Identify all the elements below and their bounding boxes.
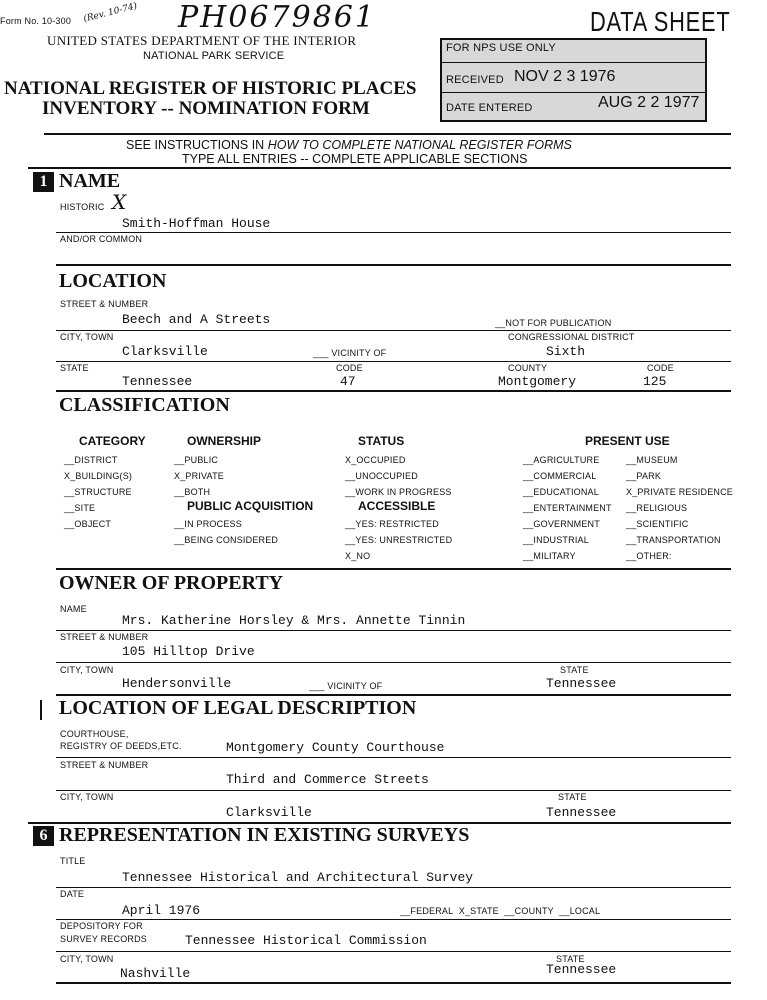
form-number: Form No. 10-300 (0, 16, 72, 26)
state-code-value: 47 (340, 374, 356, 389)
location-city-value: Clarksville (122, 344, 208, 359)
level-local[interactable]: __LOCAL (559, 906, 601, 916)
not-for-publication: __NOT FOR PUBLICATION (495, 318, 612, 328)
legal-state-label: STATE (558, 792, 587, 802)
survey-level-options (400, 906, 600, 916)
county-label: COUNTY (508, 363, 548, 373)
owner-name-label: NAME (60, 604, 87, 614)
owner-city-label: CITY, TOWN (60, 665, 114, 675)
category-list (64, 452, 132, 532)
use-agriculture[interactable]: __AGRICULTURE (523, 455, 600, 465)
depository-value: Tennessee Historical Commission (185, 933, 427, 948)
registry-label: REGISTRY OF DEEDS,ETC. (60, 741, 182, 751)
instructions-line2: TYPE ALL ENTRIES -- COMPLETE APPLICABLE SECTIONS (182, 152, 528, 166)
section-number-6: 6 (33, 826, 54, 846)
common-name-label: AND/OR COMMON (60, 234, 143, 244)
depository-label-2: SURVEY RECORDS (60, 934, 147, 944)
present-use-list-a (523, 452, 612, 564)
form-title-line2: INVENTORY -- NOMINATION FORM (42, 98, 370, 119)
survey-state-value: Tennessee (546, 962, 617, 977)
category-site[interactable]: __SITE (64, 503, 96, 513)
use-other[interactable]: __OTHER: (626, 551, 672, 561)
owner-street-label: STREET & NUMBER (60, 632, 149, 642)
depository-label-1: DEPOSITORY FOR (60, 921, 143, 931)
section-heading-legal: LOCATION OF LEGAL DESCRIPTION (59, 697, 417, 719)
use-park[interactable]: __PARK (626, 471, 662, 481)
survey-state-label: STATE (556, 954, 585, 964)
category-object[interactable]: __OBJECT (64, 519, 112, 529)
category-buildings[interactable]: X_BUILDING(S) (64, 471, 133, 481)
received-date-stamp: NOV 2 3 1976 (514, 68, 616, 85)
legal-city-value: Clarksville (226, 805, 312, 820)
service-name: NATIONAL PARK SERVICE (143, 50, 285, 62)
state-code-label: CODE (336, 363, 363, 373)
accessible-heading: ACCESSIBLE (358, 499, 436, 513)
nps-use-box (440, 38, 707, 122)
category-district[interactable]: __DISTRICT (64, 455, 118, 465)
owner-vicinity: ___ VICINITY OF (309, 681, 383, 691)
revision-note: (Rev. 10-74) (82, 1, 139, 25)
handwritten-x-mark: X (112, 190, 127, 214)
section-heading-location: LOCATION (59, 270, 167, 292)
location-street-value: Beech and A Streets (122, 312, 271, 327)
acquisition-in-process[interactable]: __IN PROCESS (174, 519, 242, 529)
date-entered-label: DATE ENTERED (446, 102, 533, 114)
use-entertainment[interactable]: __ENTERTAINMENT (523, 503, 612, 513)
section-heading-surveys: REPRESENTATION IN EXISTING SURVEYS (59, 824, 470, 846)
received-label: RECEIVED (446, 74, 504, 86)
status-heading: STATUS (358, 434, 405, 448)
ownership-both[interactable]: __BOTH (174, 487, 211, 497)
survey-title-label: TITLE (60, 856, 86, 866)
congressional-district-value: Sixth (546, 344, 586, 359)
survey-title-value: Tennessee Historical and Architectural Survey (122, 870, 474, 885)
section-heading-name: NAME (59, 170, 121, 192)
legal-street-value: Third and Commerce Streets (226, 772, 429, 787)
data-sheet-stamp: DATA SHEET (590, 6, 731, 37)
location-street-label: STREET & NUMBER (60, 299, 149, 309)
use-commercial[interactable]: __COMMERCIAL (523, 471, 597, 481)
use-military[interactable]: __MILITARY (523, 551, 576, 561)
section-heading-owner: OWNER OF PROPERTY (59, 572, 284, 594)
acquisition-list (174, 516, 278, 548)
acquisition-being-considered[interactable]: __BEING CONSIDERED (174, 535, 279, 545)
accessible-unrestricted[interactable]: __YES: UNRESTRICTED (345, 535, 453, 545)
use-museum[interactable]: __MUSEUM (626, 455, 678, 465)
status-occupied[interactable]: X_OCCUPIED (345, 455, 406, 465)
public-acquisition-heading: PUBLIC ACQUISITION (187, 499, 314, 513)
county-value: Montgomery (498, 374, 577, 389)
legal-state-value: Tennessee (546, 805, 617, 820)
survey-city-value: Nashville (120, 966, 191, 981)
use-government[interactable]: __GOVERNMENT (523, 519, 600, 529)
legal-city-label: CITY, TOWN (60, 792, 114, 802)
handwritten-id: PH0679861 (178, 0, 376, 35)
status-work-in-progress[interactable]: __WORK IN PROGRESS (345, 487, 452, 497)
survey-city-label: CITY, TOWN (60, 954, 114, 964)
category-heading: CATEGORY (79, 434, 146, 448)
accessible-no[interactable]: X_NO (345, 551, 371, 561)
use-scientific[interactable]: __SCIENTIFIC (626, 519, 689, 529)
level-state[interactable]: X_STATE (458, 906, 499, 916)
owner-state-value: Tennessee (546, 676, 617, 691)
survey-date-label: DATE (60, 889, 85, 899)
present-use-heading: PRESENT USE (585, 434, 670, 448)
level-federal[interactable]: __FEDERAL (400, 906, 454, 916)
courthouse-value: Montgomery County Courthouse (226, 740, 445, 755)
ownership-public[interactable]: __PUBLIC (174, 455, 219, 465)
county-code-value: 125 (643, 374, 667, 389)
form-title-line1: NATIONAL REGISTER OF HISTORIC PLACES (4, 78, 417, 99)
location-city-label: CITY, TOWN (60, 332, 114, 342)
date-entered-stamp: AUG 2 2 1977 (598, 94, 700, 111)
section-number-1: 1 (33, 172, 54, 192)
agency-name: UNITED STATES DEPARTMENT OF THE INTERIOR (47, 33, 357, 48)
level-county[interactable]: __COUNTY (504, 906, 554, 916)
ownership-private[interactable]: X_PRIVATE (174, 471, 224, 481)
historic-label: HISTORIC (60, 202, 105, 212)
use-educational[interactable]: __EDUCATIONAL (523, 487, 599, 497)
accessible-list (345, 516, 452, 564)
location-state-value: Tennessee (122, 374, 193, 389)
status-unoccupied[interactable]: __UNOCCUPIED (345, 471, 418, 481)
category-structure[interactable]: __STRUCTURE (64, 487, 132, 497)
ownership-heading: OWNERSHIP (187, 434, 262, 448)
congressional-district-label: CONGRESSIONAL DISTRICT (508, 332, 635, 342)
section-heading-classification: CLASSIFICATION (59, 394, 230, 416)
status-list (345, 452, 452, 500)
instructions-line1: SEE INSTRUCTIONS IN HOW TO COMPLETE NATIONAL REGISTER FORMS (126, 138, 572, 152)
courthouse-label: COURTHOUSE, (60, 729, 129, 739)
location-state-label: STATE (60, 363, 89, 373)
owner-city-value: Hendersonville (122, 676, 232, 691)
use-industrial[interactable]: __INDUSTRIAL (523, 535, 589, 545)
location-vicinity: ___ VICINITY OF (313, 348, 387, 358)
present-use-list-b (626, 452, 733, 564)
owner-street-value: 105 Hilltop Drive (122, 644, 255, 659)
survey-date-value: April 1976 (122, 903, 201, 918)
historic-name-value: Smith-Hoffman House (122, 216, 271, 231)
legal-street-label: STREET & NUMBER (60, 760, 149, 770)
use-religious[interactable]: __RELIGIOUS (626, 503, 688, 513)
use-transportation[interactable]: __TRANSPORTATION (626, 535, 721, 545)
accessible-restricted[interactable]: __YES: RESTRICTED (345, 519, 439, 529)
ownership-list (174, 452, 224, 500)
nps-use-only-label: FOR NPS USE ONLY (446, 42, 556, 54)
owner-state-label: STATE (560, 665, 589, 675)
county-code-label: CODE (647, 363, 674, 373)
owner-name-value: Mrs. Katherine Horsley & Mrs. Annette Tinnin (122, 613, 466, 628)
use-private-residence[interactable]: X_PRIVATE RESIDENCE (626, 487, 734, 497)
